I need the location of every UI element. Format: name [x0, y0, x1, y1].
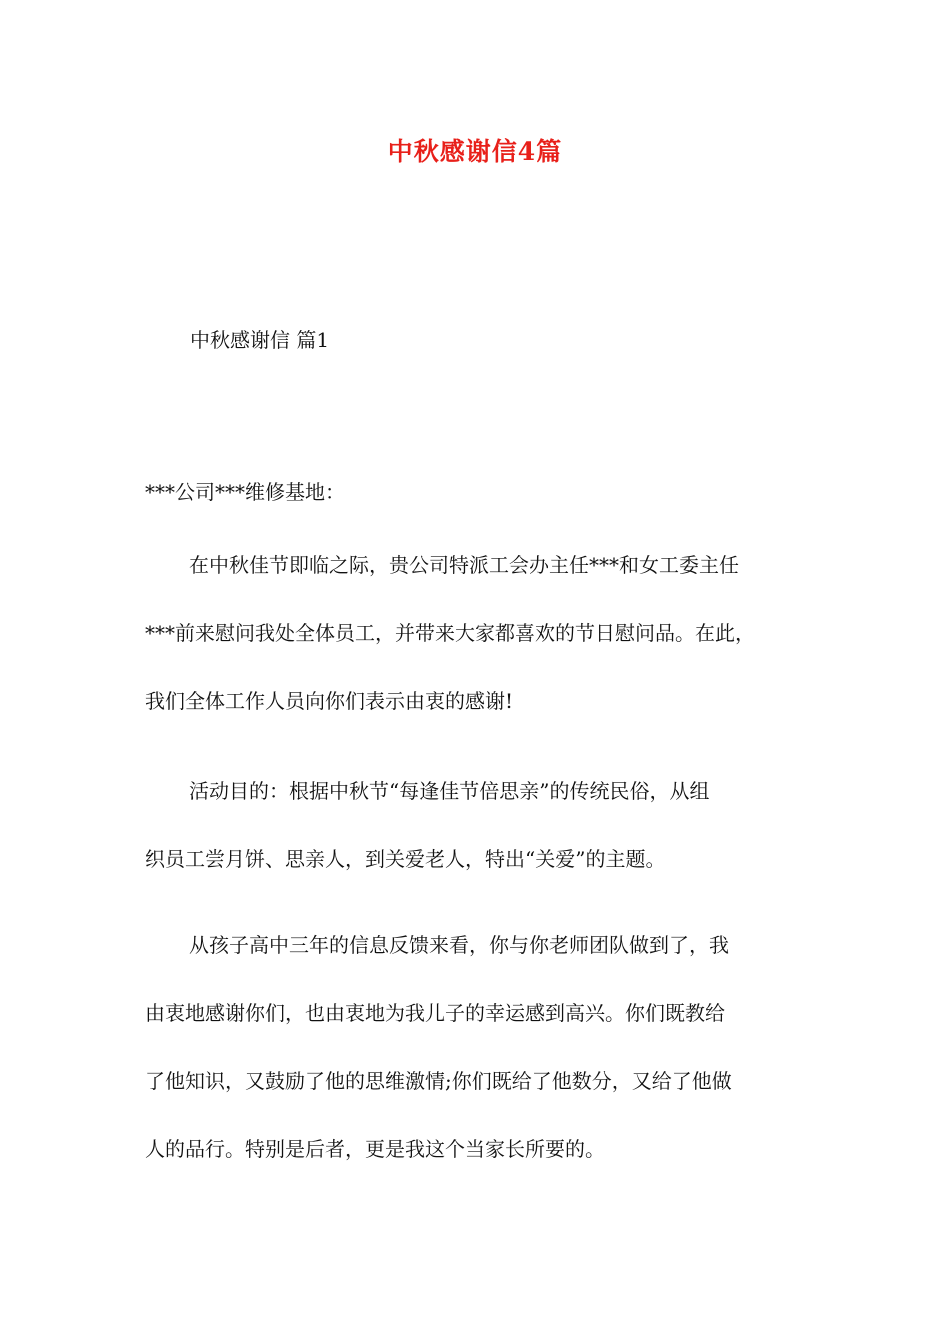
- paragraph-line: 我们全体工作人员向你们表示由衷的感谢!: [145, 689, 514, 713]
- paragraph-line: 活动目的：根据中秋节“每逢佳节倍思亲”的传统民俗，从组: [189, 779, 710, 803]
- paragraph-line: 人的品行。特别是后者，更是我这个当家长所要的。: [145, 1137, 605, 1161]
- paragraph-1: [145, 531, 813, 735]
- paragraph-3: [145, 911, 813, 1183]
- document-title: 中秋感谢信4篇: [387, 137, 563, 166]
- section-heading: 中秋感谢信 篇1: [190, 328, 330, 352]
- paragraph-2: [145, 757, 813, 893]
- paragraph-line: 从孩子高中三年的信息反馈来看，你与你老师团队做到了，我: [189, 933, 729, 957]
- paragraph-line: 织员工尝月饼、思亲人，到关爱老人，特出“关爱”的主题。: [145, 847, 666, 871]
- paragraph-line: 由衷地感谢你们，也由衷地为我儿子的幸运感到高兴。你们既教给: [145, 1001, 725, 1025]
- paragraph-line: 在中秋佳节即临之际，贵公司特派工会办主任***和女工委主任: [189, 553, 739, 577]
- paragraph-line: ***前来慰问我处全体员工，并带来大家都喜欢的节日慰问品。在此，: [145, 621, 755, 645]
- paragraph-line: 了他知识，又鼓励了他的思维激情;你们既给了他数分，又给了他做: [145, 1069, 732, 1093]
- salutation: ***公司***维修基地：: [145, 480, 345, 504]
